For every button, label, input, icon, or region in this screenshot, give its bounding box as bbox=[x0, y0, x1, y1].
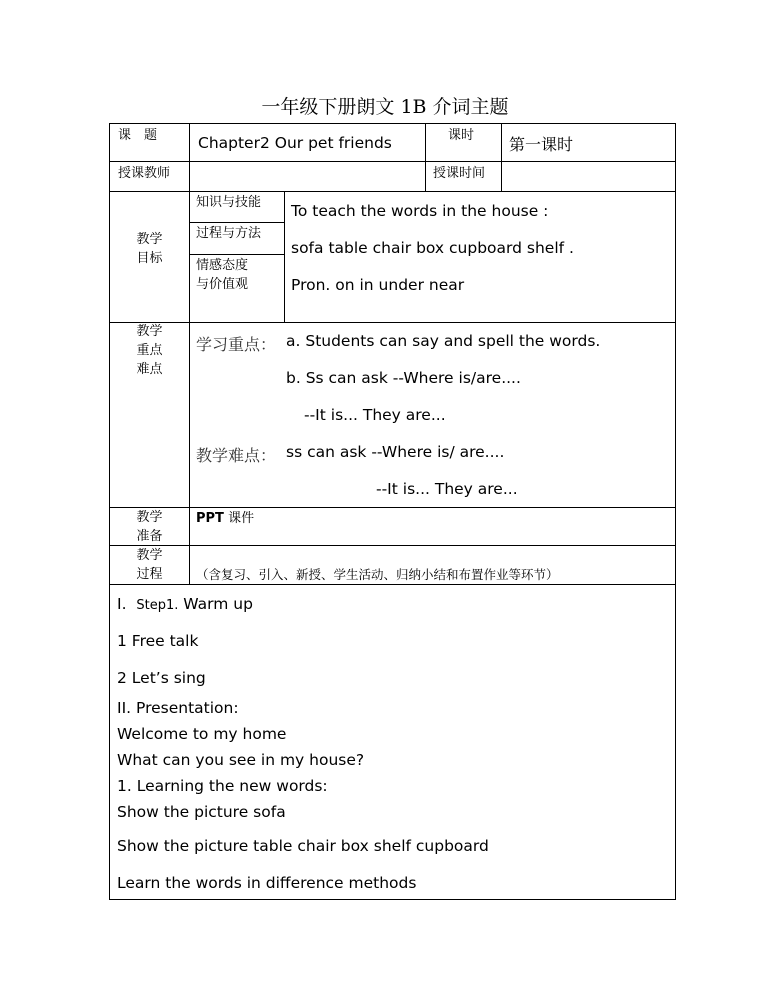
focus-c: --It is... They are... bbox=[304, 406, 446, 424]
step-methods: Learn the words in difference methods bbox=[117, 874, 417, 892]
lesson-plan-table bbox=[109, 123, 676, 900]
goals-label: 教学 目标 bbox=[136, 232, 163, 266]
teacher-label: 授课教师 bbox=[118, 166, 171, 181]
period-value: 第一课时 bbox=[509, 135, 574, 154]
step-show-sofa: Show the picture sofa bbox=[117, 803, 286, 821]
goal-attitude-label: 情感态度 与价值观 bbox=[196, 258, 249, 292]
step-free-talk: 1 Free talk bbox=[117, 632, 199, 650]
step-lets-sing: 2 Let’s sing bbox=[117, 669, 206, 687]
keypoints-label: 教学 重点 难点 bbox=[136, 324, 163, 377]
goal-process-label: 过程与方法 bbox=[196, 226, 262, 241]
focus-label: 学习重点： bbox=[196, 335, 277, 354]
period-label: 课时 bbox=[448, 128, 475, 143]
difficulty-b: --It is... They are... bbox=[376, 480, 518, 498]
difficulty-label: 教学难点： bbox=[196, 446, 277, 465]
process-label: 教学 过程 bbox=[136, 548, 163, 582]
step-welcome: Welcome to my home bbox=[117, 725, 287, 743]
process-note: （含复习、引入、新授、学生活动、归纳小结和布置作业等环节） bbox=[196, 567, 559, 582]
step-presentation: II. Presentation: bbox=[117, 699, 239, 717]
focus-a: a. Students can say and spell the words. bbox=[286, 332, 601, 350]
topic-value: Chapter2 Our pet friends bbox=[198, 134, 392, 152]
step-learning: 1. Learning the new words: bbox=[117, 777, 328, 795]
step-question: What can you see in my house? bbox=[117, 751, 365, 769]
topic-label: 课 题 bbox=[118, 128, 158, 143]
step-show-others: Show the picture table chair box shelf cupboard bbox=[117, 837, 489, 855]
preparation-label: 教学 准备 bbox=[136, 510, 163, 544]
difficulty-a: ss can ask --Where is/ are.... bbox=[286, 443, 505, 461]
goal-line-1: To teach the words in the house : bbox=[291, 202, 549, 220]
time-label: 授课时间 bbox=[433, 166, 486, 181]
goal-line-3: Pron. on in under near bbox=[291, 276, 465, 294]
goal-line-2: sofa table chair box cupboard shelf . bbox=[291, 239, 574, 257]
preparation-value: PPT 课件 bbox=[196, 511, 255, 526]
step-warm-up: I. Step1. Warm up bbox=[117, 595, 253, 613]
goal-knowledge-label: 知识与技能 bbox=[196, 195, 262, 210]
page-title: 一年级下册朗文 1B 介词主题 bbox=[261, 96, 509, 118]
focus-b: b. Ss can ask --Where is/are.... bbox=[286, 369, 521, 387]
